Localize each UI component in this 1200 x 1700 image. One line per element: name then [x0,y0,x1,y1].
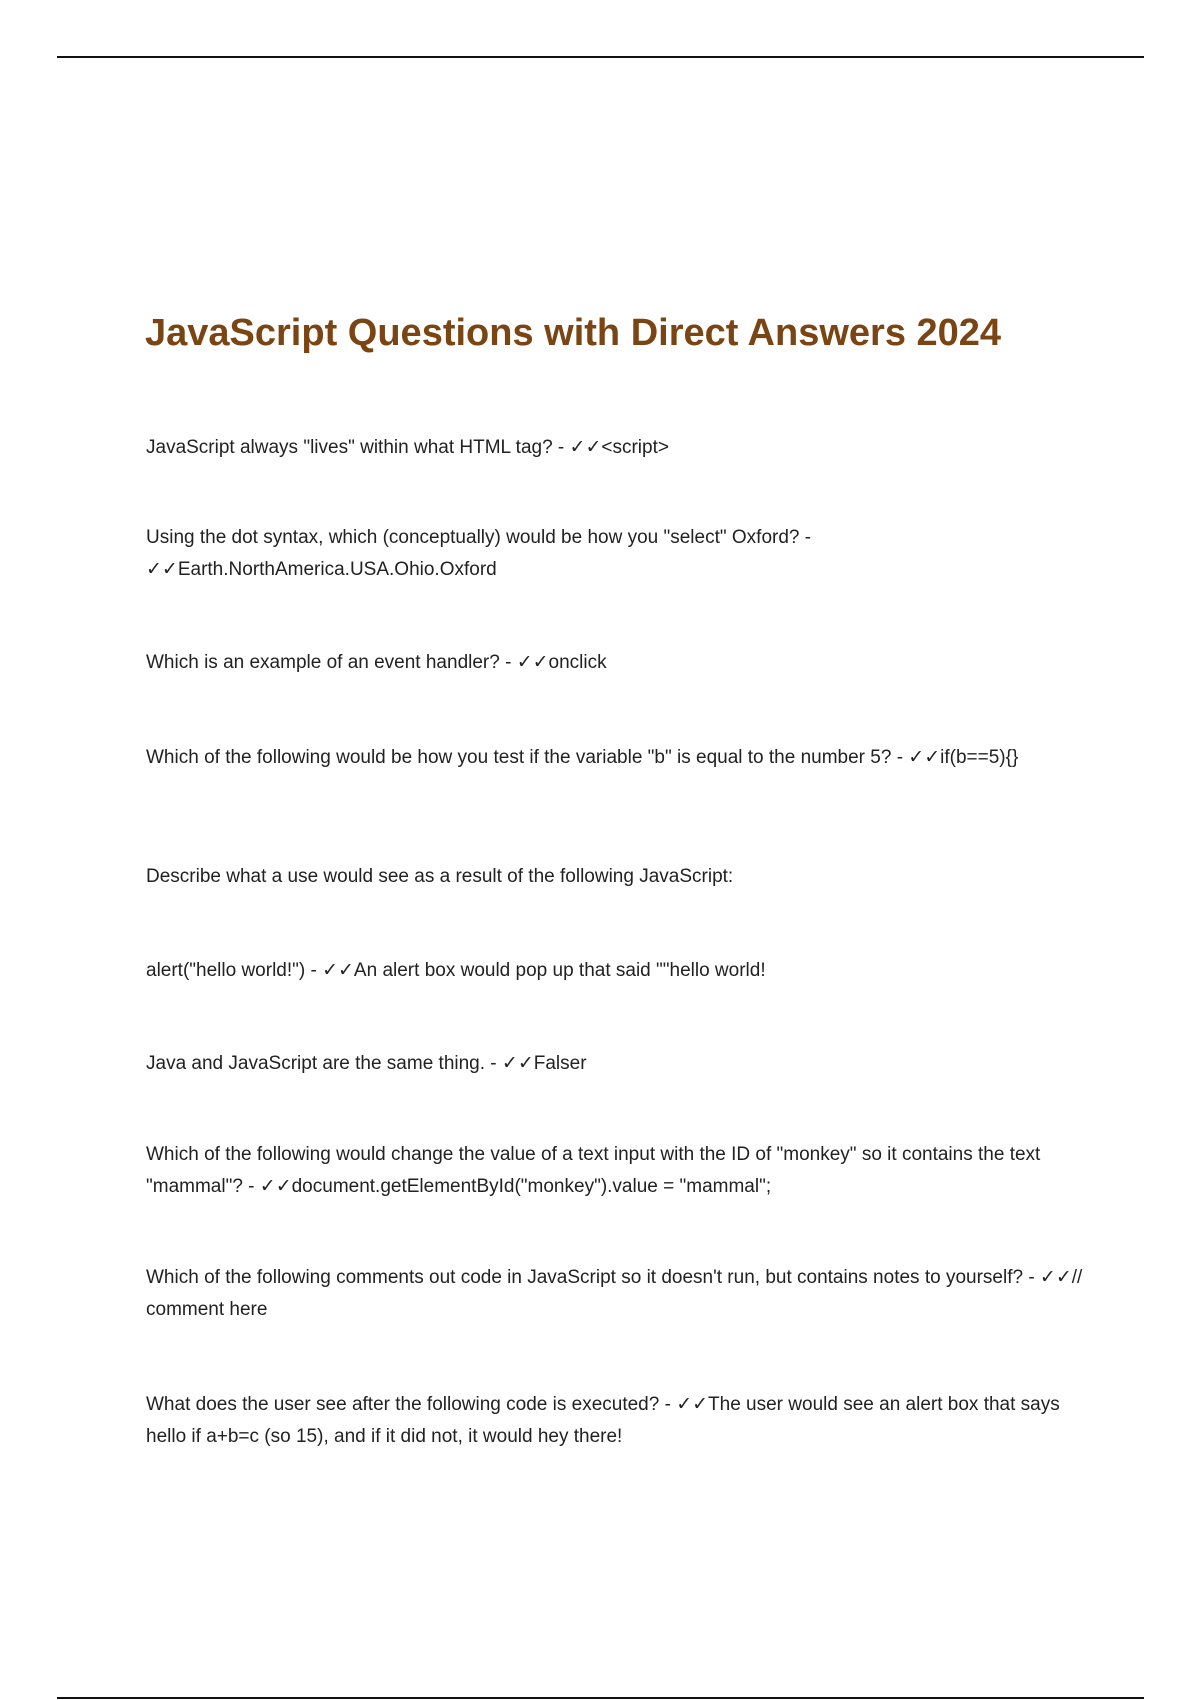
qa-item-1: JavaScript always "lives" within what HTML tag? - ✓✓<script> [146,437,669,458]
header-rule [57,56,1144,58]
qa-item-2: Using the dot syntax, which (conceptually) would be how you "select" Oxford? - ✓✓Earth.NorthAmerica.USA.Ohio.Oxford [146,527,812,580]
qa-item-8: Which of the following would change the value of a text input with the ID of "monkey" so it contains the text "mammal"? - ✓✓document.getElementById("monkey").value = "mammal"; [146,1144,1041,1197]
qa-item-10: What does the user see after the following code is executed? - ✓✓The user would see an alert box that says hello if a+b=c (so 15), and if it did not, it would hey there! [146,1394,1060,1447]
qa-item-7: Java and JavaScript are the same thing. - ✓✓Falser [146,1053,587,1074]
qa-item-5: Describe what a use would see as a result of the following JavaScript: [146,866,734,887]
qa-item-3: Which is an example of an event handler? - ✓✓onclick [146,652,607,673]
qa-item-4: Which of the following would be how you test if the variable "b" is equal to the number 5? - ✓✓if(b==5){} [146,747,1019,768]
qa-item-6: alert("hello world!") - ✓✓An alert box would pop up that said ""hello world! [146,960,766,981]
footer-rule [57,1697,1144,1699]
document-title: JavaScript Questions with Direct Answers 2024 [145,312,1002,354]
qa-item-9: Which of the following comments out code in JavaScript so it doesn't run, but contains notes to yourself? - ✓✓// comment here [146,1267,1083,1320]
